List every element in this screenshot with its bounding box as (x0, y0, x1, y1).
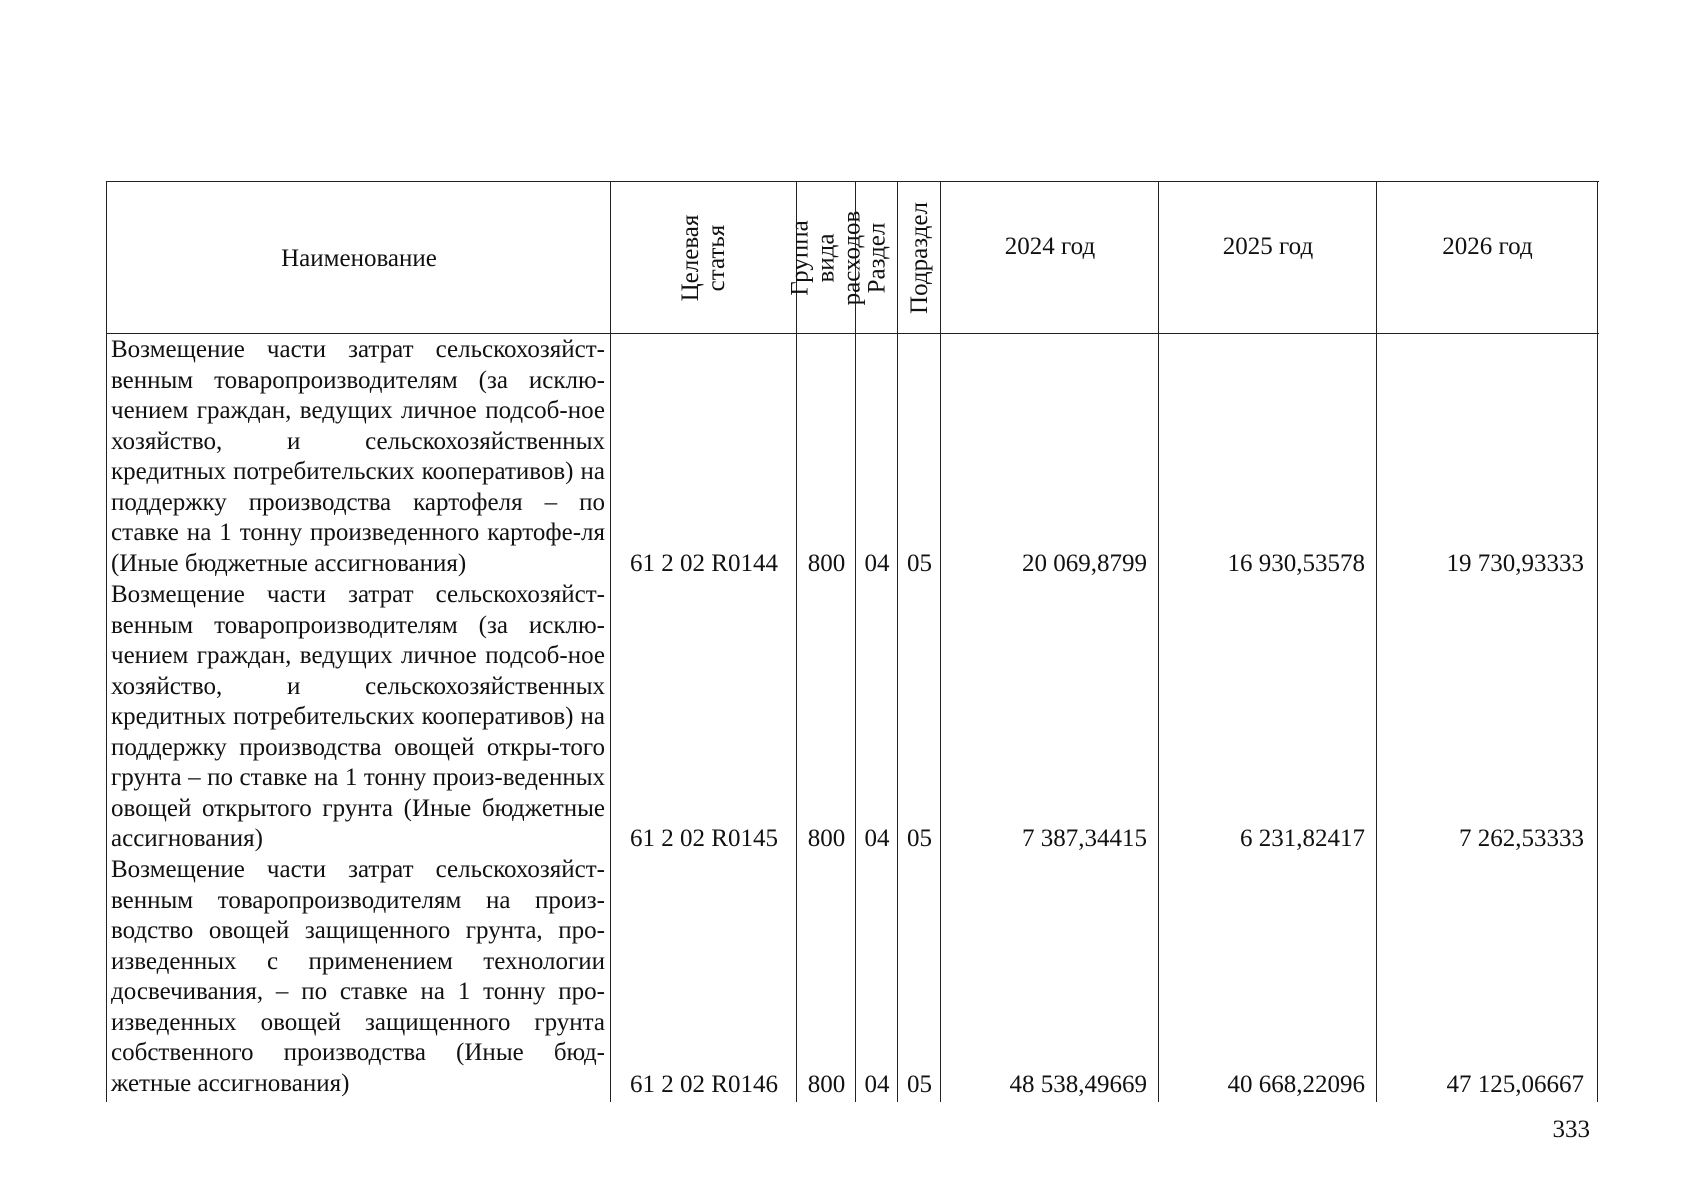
header-target-label: Целевая статья (677, 214, 730, 302)
header-group (786, 183, 866, 333)
col-divider-subsection (897, 181, 898, 1102)
col-divider-section (855, 181, 856, 1102)
page-number: 333 (1552, 1116, 1590, 1143)
header-subsection-label: Подраздел (905, 202, 933, 314)
row-1-section: 04 (864, 550, 890, 577)
row-1-subsection: 05 (907, 550, 932, 577)
header-section (857, 183, 897, 333)
header-2026: 2026 год (1442, 232, 1533, 260)
header-group-label: Группа вида расходов (786, 210, 866, 306)
row-3-2024: 48 538,49669 (1009, 1071, 1147, 1098)
header-subsection (899, 183, 940, 333)
col-divider-target (610, 181, 611, 1102)
header-2025: 2025 год (1222, 232, 1314, 260)
row-3-group: 800 (807, 1071, 846, 1098)
row-1-name: Возмещение части затрат сельскохозяйст-венным товаропроизводителям (за исклю-чением граждан, ведущих личное подсоб-ное хозяйство, и сельскохозяйственных кредитных потребительских кооперативов) на поддержку производства картофеля – по ставке на 1 тонну произведенного картофе-ля (Иные бюджетные ассигнования) (111, 336, 605, 577)
row-1-2026: 19 730,93333 (1446, 550, 1584, 577)
row-2-2025: 6 231,82417 (1240, 825, 1365, 852)
row-1-2024: 20 069,8799 (1022, 550, 1147, 577)
row-3-2025: 40 668,22096 (1227, 1071, 1365, 1098)
row-3-2026: 47 125,06667 (1446, 1071, 1584, 1098)
row-2-subsection: 05 (907, 825, 932, 852)
header-section-label: Раздел (863, 222, 890, 294)
col-divider-2025 (1158, 181, 1159, 1102)
col-divider-2024 (940, 181, 941, 1102)
row-2-target: 61 2 02 R0145 (630, 825, 778, 852)
row-2-section: 04 (864, 825, 890, 852)
row-2-2024: 7 387,34415 (1022, 825, 1147, 852)
table-left-border (106, 181, 107, 1102)
table-right-border (1597, 181, 1598, 1102)
header-target (612, 183, 796, 333)
row-1-2025: 16 930,53578 (1227, 550, 1365, 577)
row-3-subsection: 05 (907, 1071, 932, 1098)
row-2-name: Возмещение части затрат сельскохозяйст-венным товаропроизводителям (за исклю-чением граждан, ведущих личное подсоб-ное хозяйство, и сельскохозяйственных кредитных потребительских кооперативов) на поддержку производства овощей откры-того грунта – по ставке на 1 тонну произ-веденных овощей открытого грунта (Иные бюджетные ассигнования) (111, 581, 605, 852)
row-3-name: Возмещение части затрат сельскохозяйст-венным товаропроизводителям на произ-водство овощей защищенного грунта, про-изведенных с применением технологии досвечивания, – по ставке на 1 тонну про-изведенных овощей защищенного грунта собственного производства (Иные бюд-жетные ассигнования) (111, 856, 605, 1097)
row-3-target: 61 2 02 R0146 (630, 1071, 778, 1098)
col-divider-2026 (1376, 181, 1377, 1102)
row-1-target: 61 2 02 R0144 (630, 550, 778, 577)
header-name: Наименование (281, 244, 437, 272)
row-2-2026: 7 262,53333 (1459, 825, 1584, 852)
col-divider-group (796, 181, 797, 1102)
row-2-group: 800 (807, 825, 846, 852)
header-2024: 2024 год (1004, 232, 1096, 260)
row-1-group: 800 (807, 550, 846, 577)
row-3-section: 04 (864, 1071, 890, 1098)
